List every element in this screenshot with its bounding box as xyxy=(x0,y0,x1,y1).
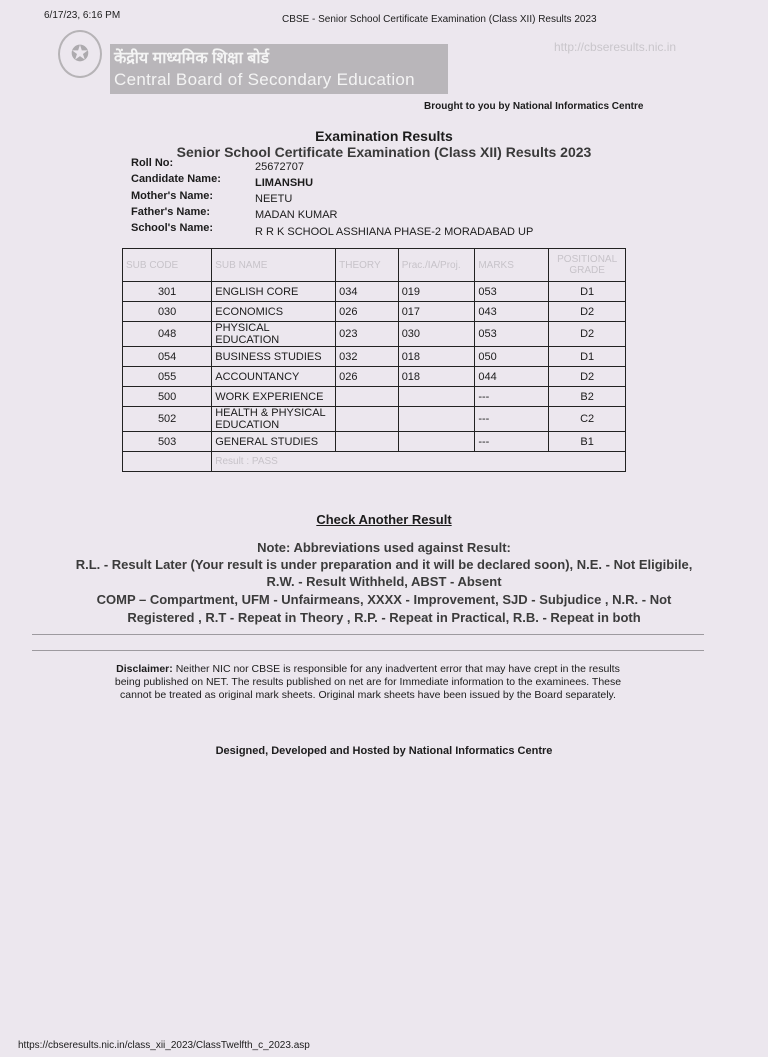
total-marks: 053 xyxy=(475,282,549,302)
notes-line: Registered , R.T - Repeat in Theory , R.P. - Repeat in Practical, R.B. - Repeat in both xyxy=(127,610,641,625)
header-grade: POSITIONAL GRADE xyxy=(549,249,626,282)
total-marks: --- xyxy=(475,432,549,452)
theory-marks: 026 xyxy=(336,302,399,322)
sub-code: 055 xyxy=(123,367,212,387)
sub-code: 500 xyxy=(123,387,212,407)
theory-marks: 023 xyxy=(336,322,399,347)
cbse-banner xyxy=(110,44,448,94)
sub-code: 054 xyxy=(123,347,212,367)
practical-marks: 018 xyxy=(398,347,475,367)
notes-heading: Note: Abbreviations used against Result: xyxy=(257,540,511,555)
result-status: Result : PASS xyxy=(212,452,626,472)
total-marks: --- xyxy=(475,407,549,432)
positional-grade: D2 xyxy=(549,367,626,387)
page-subtitle: Senior School Certificate Examination (Class XII) Results 2023 xyxy=(176,144,592,160)
school-name-label: School's Name: xyxy=(131,222,214,234)
positional-grade: D1 xyxy=(549,282,626,302)
brought-by-text: Brought to you by National Informatics Centre xyxy=(424,101,644,112)
result-empty-cell xyxy=(123,452,212,472)
mother-name-label: Mother's Name: xyxy=(131,190,214,202)
disclaimer-label: Disclaimer: xyxy=(116,663,173,675)
theory-marks: 032 xyxy=(336,347,399,367)
sub-name: ENGLISH CORE xyxy=(212,282,336,302)
sub-name: ECONOMICS xyxy=(212,302,336,322)
table-row xyxy=(123,282,626,302)
sub-name: PHYSICAL EDUCATION xyxy=(212,322,336,347)
theory-marks xyxy=(336,432,399,452)
father-name-value: MADAN KUMAR xyxy=(255,209,338,221)
check-another-result-link[interactable]: Check Another Result xyxy=(316,512,452,527)
sub-name: GENERAL STUDIES xyxy=(212,432,336,452)
practical-marks xyxy=(398,387,475,407)
sub-name: BUSINESS STUDIES xyxy=(212,347,336,367)
result-row xyxy=(123,452,626,472)
total-marks: 050 xyxy=(475,347,549,367)
roll-value: 25672707 xyxy=(255,161,304,173)
theory-marks xyxy=(336,387,399,407)
theory-marks: 026 xyxy=(336,367,399,387)
disclaimer xyxy=(112,663,624,702)
header-theory: THEORY xyxy=(336,249,399,282)
total-marks: --- xyxy=(475,387,549,407)
total-marks: 043 xyxy=(475,302,549,322)
practical-marks xyxy=(398,432,475,452)
footer-url: https://cbseresults.nic.in/class_xii_2023/ClassTwelfth_c_2023.asp xyxy=(18,1040,310,1051)
banner-english-text: Central Board of Secondary Education xyxy=(114,70,415,89)
table-row xyxy=(123,432,626,452)
table-row xyxy=(123,322,626,347)
marks-table xyxy=(122,248,626,472)
cbse-emblem-icon: ✪ xyxy=(58,30,102,78)
sub-code: 503 xyxy=(123,432,212,452)
positional-grade: D1 xyxy=(549,347,626,367)
disclaimer-text: Neither NIC nor CBSE is responsible for any inadvertent error that may have crept in the results being published on NET. The results published on net are for Immediate information to the examinees. These cannot be treated as original mark sheets. Original mark sheets have been issued by the Board separately. xyxy=(114,663,622,701)
notes-line: R.L. - Result Later (Your result is under preparation and it will be declared soon), N.E. - Not Eligibile, xyxy=(75,557,693,572)
theory-marks xyxy=(336,407,399,432)
positional-grade: D2 xyxy=(549,302,626,322)
designed-by-text: Designed, Developed and Hosted by National Informatics Centre xyxy=(215,745,553,757)
print-datetime: 6/17/23, 6:16 PM xyxy=(44,10,121,21)
positional-grade: D2 xyxy=(549,322,626,347)
positional-grade: B1 xyxy=(549,432,626,452)
table-header-row xyxy=(123,249,626,282)
sub-name: HEALTH & PHYSICAL EDUCATION xyxy=(212,407,336,432)
sub-name: WORK EXPERIENCE xyxy=(212,387,336,407)
school-name-value: R R K SCHOOL ASSHIANA PHASE-2 MORADABAD UP xyxy=(255,226,534,238)
table-row xyxy=(123,407,626,432)
table-row xyxy=(123,347,626,367)
table-row xyxy=(123,367,626,387)
practical-marks: 017 xyxy=(398,302,475,322)
positional-grade: B2 xyxy=(549,387,626,407)
notes-line: COMP – Compartment, UFM - Unfairmeans, XXXX - Improvement, SJD - Subjudice , N.R. - Not xyxy=(96,592,672,607)
divider xyxy=(32,634,704,635)
practical-marks: 030 xyxy=(398,322,475,347)
mother-name-value: NEETU xyxy=(255,193,293,205)
sub-code: 048 xyxy=(123,322,212,347)
divider xyxy=(32,650,704,651)
total-marks: 053 xyxy=(475,322,549,347)
candidate-name-value: LIMANSHU xyxy=(255,177,314,189)
sub-code: 301 xyxy=(123,282,212,302)
practical-marks: 019 xyxy=(398,282,475,302)
father-name-label: Father's Name: xyxy=(131,206,211,218)
sub-name: ACCOUNTANCY xyxy=(212,367,336,387)
table-row xyxy=(123,387,626,407)
table-row xyxy=(123,302,626,322)
header-practical: Prac./IA/Proj. xyxy=(398,249,475,282)
sub-code: 030 xyxy=(123,302,212,322)
theory-marks: 034 xyxy=(336,282,399,302)
total-marks: 044 xyxy=(475,367,549,387)
notes-line: R.W. - Result Withheld, ABST - Absent xyxy=(266,574,502,589)
roll-label: Roll No: xyxy=(131,157,174,169)
candidate-name-label: Candidate Name: xyxy=(131,173,221,185)
positional-grade: C2 xyxy=(549,407,626,432)
page-title: Examination Results xyxy=(315,128,453,144)
site-url-link[interactable]: http://cbseresults.nic.in xyxy=(554,40,677,54)
header-sub-code: SUB CODE xyxy=(123,249,212,282)
header-sub-name: SUB NAME xyxy=(212,249,336,282)
sub-code: 502 xyxy=(123,407,212,432)
print-page-title: CBSE - Senior School Certificate Examination (Class XII) Results 2023 xyxy=(282,14,597,25)
practical-marks xyxy=(398,407,475,432)
header-marks: MARKS xyxy=(475,249,549,282)
practical-marks: 018 xyxy=(398,367,475,387)
banner-hindi-text: केंद्रीय माध्यमिक शिक्षा बोर्ड xyxy=(114,50,270,67)
